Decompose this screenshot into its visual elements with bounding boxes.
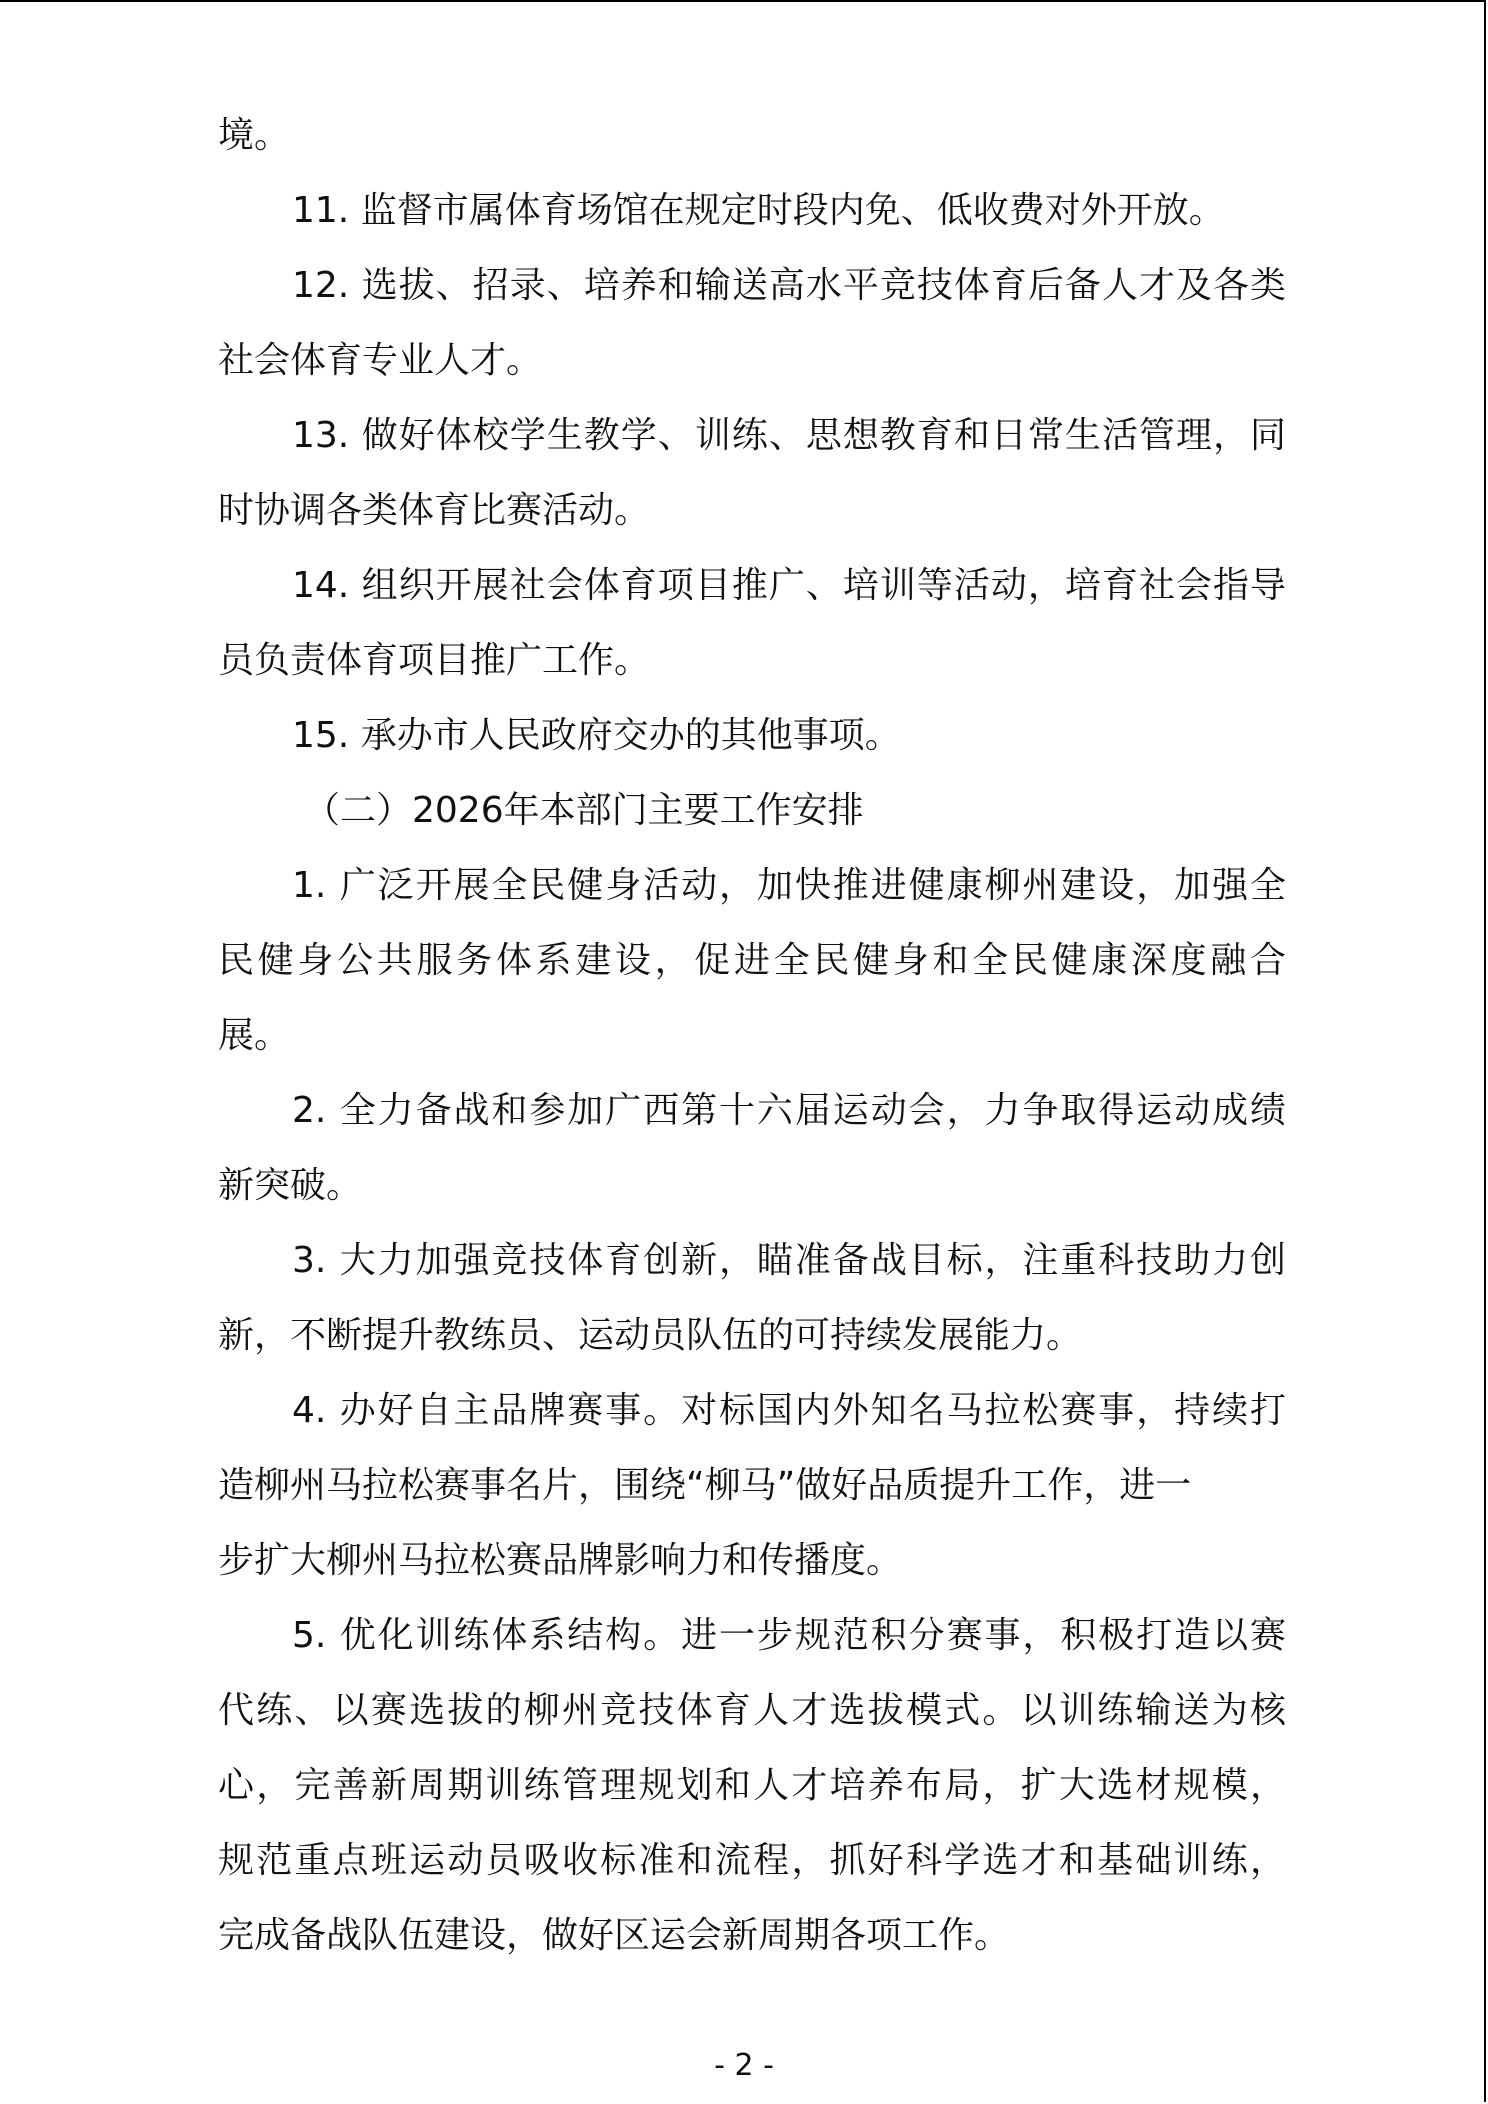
paragraph-line: 境。 (218, 115, 291, 156)
document-body (218, 98, 1286, 1973)
paragraph-line: 民健身公共服务体系建设，促进全民健身和全民健康深度融合 (218, 940, 1286, 981)
paragraph-line: 社会体育专业人才。 (218, 340, 543, 381)
paragraph-line: 新，不断提升教练员、运动员队伍的可持续发展能力。 (218, 1315, 1083, 1356)
paragraph-line: 展。 (218, 1015, 291, 1056)
paragraph-line: 3. 大力加强竞技体育创新，瞄准备战目标，注重科技助力创 (292, 1240, 1286, 1281)
paragraph-line: 造柳州马拉松赛事名片，围绕“柳马”做好品质提升工作，进一 (218, 1465, 1192, 1506)
paragraph-line: 13. 做好体校学生教学、训练、思想教育和日常生活管理，同 (292, 415, 1286, 456)
paragraph-line: 新突破。 (218, 1165, 363, 1206)
section-heading: （二）2026年本部门主要工作安排 (304, 790, 864, 831)
paragraph-line: 5. 优化训练体系结构。进一步规范积分赛事，积极打造以赛 (292, 1615, 1286, 1656)
page-number: - 2 - (714, 2048, 774, 2083)
paragraph-line: 14. 组织开展社会体育项目推广、培训等活动，培育社会指导 (292, 565, 1286, 606)
paragraph-line: 1. 广泛开展全民健身活动，加快推进健康柳州建设，加强全 (292, 865, 1286, 906)
paragraph-line: 12. 选拔、招录、培养和输送高水平竞技体育后备人才及各类 (292, 265, 1286, 306)
paragraph-line: 2. 全力备战和参加广西第十六届运动会，力争取得运动成绩 (292, 1090, 1286, 1131)
paragraph-line: 步扩大柳州马拉松赛品牌影响力和传播度。 (218, 1540, 903, 1581)
paragraph-line: 代练、以赛选拔的柳州竞技体育人才选拔模式。以训练输送为核 (218, 1690, 1286, 1731)
paragraph-line: 心，完善新周期训练管理规划和人才培养布局，扩大选材规模， (218, 1765, 1286, 1806)
paragraph-line: 完成备战队伍建设，做好区运会新周期各项工作。 (218, 1915, 1011, 1956)
paragraph-line: 员负责体育项目推广工作。 (218, 640, 651, 681)
paragraph-line: 11. 监督市属体育场馆在规定时段内免、低收费对外开放。 (292, 190, 1225, 231)
paragraph-line: 时协调各类体育比赛活动。 (218, 490, 651, 531)
paragraph-line: 15. 承办市人民政府交办的其他事项。 (292, 715, 901, 756)
paragraph-line: 规范重点班运动员吸收标准和流程，抓好科学选才和基础训练， (218, 1840, 1286, 1881)
paragraph-line: 4. 办好自主品牌赛事。对标国内外知名马拉松赛事，持续打 (292, 1390, 1286, 1431)
